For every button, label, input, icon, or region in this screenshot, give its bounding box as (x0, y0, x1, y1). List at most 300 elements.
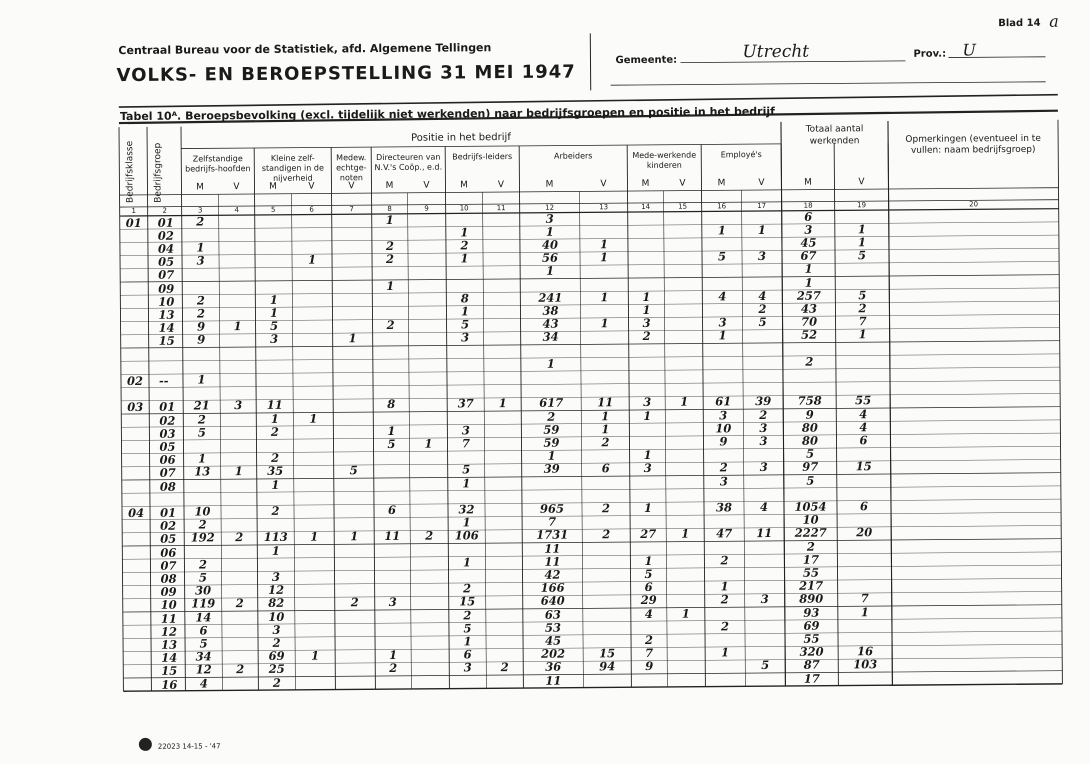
column-number: 6 (309, 205, 314, 214)
sub-column-label: V (858, 177, 865, 188)
row-groep: 03 (159, 426, 176, 441)
table-cell: 12 (195, 662, 212, 677)
table-cell: 1 (269, 305, 279, 320)
row-groep: 10 (158, 294, 175, 309)
grid-line (181, 144, 781, 149)
table-cell: 3 (388, 595, 397, 610)
table-cell: 3 (270, 332, 279, 347)
row-groep: 15 (158, 333, 175, 349)
table-cell: 1 (462, 555, 471, 570)
table-cell: 5 (758, 315, 767, 330)
column-number: 2 (162, 206, 167, 215)
row-groep: 02 (157, 228, 174, 243)
table-cell: 5 (463, 621, 472, 636)
table-cell: 3 (759, 433, 768, 448)
table-cell: 7 (858, 314, 867, 329)
table-cell: 1 (460, 304, 470, 319)
provincie-label: Prov.: (913, 48, 947, 60)
form-title: VOLKS- EN BEROEPSTELLING 31 MEI 1947 (116, 61, 576, 87)
table-cell: 3 (643, 461, 652, 476)
table-cell: 965 (539, 501, 565, 516)
table-cell: 2 (858, 301, 867, 316)
row-groep: 01 (157, 215, 174, 230)
table-title: Tabel 10ᴬ. Beroepsbevolking (excl. tijdelijk niet werkenden) naar bedrijfsgroepen en positie in het bedrijf (119, 104, 775, 124)
table-cell: 5 (806, 473, 815, 488)
table-cell: 640 (540, 593, 565, 609)
bedrijfsklasse-header: Bedrijfsklasse (125, 140, 136, 204)
gemeente-label: Gemeente: (615, 54, 678, 67)
table-cell: 1 (350, 529, 359, 544)
table-cell: 52 (801, 327, 818, 343)
table-cell: 192 (190, 530, 215, 545)
sub-column-label: M (717, 178, 726, 189)
table-cell: 1 (197, 372, 206, 387)
table-cell: 1 (307, 252, 317, 267)
table-cell: 2 (198, 517, 207, 532)
table-cell: 6 (199, 623, 208, 638)
table-cell: 55 (802, 565, 820, 580)
table-cell: 4 (859, 406, 868, 421)
table-cell: 2 (196, 293, 205, 308)
sub-column-label: M (641, 178, 650, 189)
column-group-header: Kleine zelf-standigen in de nijverheid (261, 153, 324, 183)
column-number: 10 (459, 204, 469, 213)
positie-group-heading: Positie in het bedrijf (411, 131, 511, 144)
table-cell: 2 (389, 661, 398, 676)
table-cell: 34 (542, 329, 559, 345)
table-cell: 34 (195, 649, 212, 664)
table-cell: 1 (348, 331, 357, 346)
table-cell: 2 (642, 329, 651, 344)
table-cell: 9 (719, 434, 728, 449)
table-cell: 69 (803, 618, 820, 633)
row-line (120, 275, 1059, 282)
table-cell: 106 (454, 528, 479, 543)
table-cell: 7 (645, 645, 654, 661)
row-groep: 07 (158, 267, 175, 283)
table-cell: 6 (859, 433, 868, 448)
row-groep: 08 (159, 479, 176, 494)
table-cell: 1 (643, 408, 652, 423)
sub-column-label: M (385, 180, 394, 191)
sub-column-label: V (497, 180, 505, 191)
table-cell: 7 (860, 591, 869, 606)
table-cell: 4 (199, 675, 208, 690)
table-cell: 5 (717, 249, 727, 264)
column-number: 1 (131, 206, 136, 215)
table-cell: 119 (191, 596, 216, 611)
table-cell: 36 (545, 659, 562, 675)
table-cell: 3 (272, 622, 281, 637)
table-cell: 3 (718, 315, 727, 330)
table-cell: 11 (545, 673, 562, 688)
table-cell: 5 (198, 570, 208, 585)
table-cell: 113 (263, 530, 288, 545)
row-groep: 04 (157, 241, 175, 256)
table-cell: 6 (644, 579, 653, 595)
table-cell: 5 (199, 636, 208, 651)
table-cell: 1 (424, 436, 433, 451)
row-groep: 13 (158, 307, 175, 322)
row-groep: 07 (159, 465, 176, 481)
table-cell: 2 (270, 424, 279, 439)
table-cell: 15 (599, 646, 616, 661)
table-cell: 1 (546, 263, 555, 279)
table-cell: 80 (801, 420, 818, 435)
table-cell: 217 (799, 578, 824, 593)
table-cell: 55 (803, 631, 820, 646)
table-cell: 11 (597, 395, 614, 410)
sub-column-label: V (233, 182, 240, 193)
row-groep: 13 (161, 637, 178, 652)
column-number: 17 (757, 201, 767, 211)
table-cell: 80 (801, 433, 819, 448)
table-cell: 1 (599, 237, 608, 252)
column-group-header: Arbeiders (553, 151, 593, 161)
table-cell: 17 (802, 552, 819, 567)
table-cell: 5 (197, 425, 206, 440)
row-groep: 15 (161, 663, 178, 679)
table-cell: 45 (800, 235, 817, 250)
table-cell: 59 (543, 422, 560, 437)
table-cell: 2 (463, 581, 472, 596)
column-number: 12 (545, 203, 555, 212)
table-cell: 2 (271, 503, 280, 518)
row-groep: 02 (160, 518, 177, 533)
column-number: 4 (234, 206, 239, 215)
table-cell: 1 (310, 529, 319, 544)
table-cell: 2 (272, 675, 281, 690)
table-cell: 9 (197, 319, 206, 334)
table-cell: 1 (198, 451, 207, 466)
table-cell: 5 (857, 248, 867, 263)
table-cell: 12 (268, 582, 285, 598)
column-number: 9 (424, 204, 429, 213)
table-cell: 10 (715, 420, 732, 436)
table-cell: 3 (545, 211, 554, 226)
table-cell: 6 (804, 209, 813, 224)
table-cell: 2 (350, 595, 359, 610)
column-number: 19 (857, 201, 867, 210)
table-cell: 1 (642, 289, 651, 304)
table-cell: 1731 (536, 527, 569, 543)
table-cell: 5 (644, 566, 653, 581)
row-groep: 01 (159, 399, 176, 415)
table-cell: 4 (758, 288, 767, 303)
row-groep: 08 (160, 571, 177, 586)
table-cell: 3 (719, 473, 728, 488)
table-cell: 1 (681, 606, 690, 621)
row-groep: 06 (160, 545, 177, 560)
table-cell: 70 (800, 314, 818, 329)
sub-column-label: M (269, 181, 277, 192)
table-cell: 5 (761, 658, 770, 673)
table-cell: 2227 (794, 525, 827, 541)
table-cell: 103 (853, 657, 878, 672)
table-cell: 5 (349, 463, 358, 478)
table-cell: 2 (236, 662, 245, 677)
column-number: 15 (678, 202, 688, 211)
table-cell: 40 (541, 237, 558, 252)
table-cell: 10 (268, 609, 285, 624)
table-cell: 2 (197, 411, 206, 426)
table-cell: 63 (544, 607, 561, 622)
table-cell: 8 (387, 397, 396, 412)
column-number: 8 (387, 204, 392, 213)
table-cell: 1 (234, 464, 243, 479)
table-cell: 241 (538, 290, 563, 305)
table-cell: 1 (600, 289, 609, 304)
table-cell: 67 (800, 248, 817, 263)
table-cell: 1 (311, 648, 320, 663)
table-cell: 1 (460, 251, 469, 266)
table-cell: 21 (193, 398, 210, 413)
table-cell: 2 (806, 539, 815, 554)
table-cell: 25 (268, 662, 285, 677)
table-cell: 10 (194, 504, 211, 519)
table-cell: 1 (860, 604, 869, 619)
column-number: 7 (349, 205, 354, 214)
table-cell: 32 (458, 502, 475, 517)
column-group-header: Medew. echtge-noten (336, 153, 367, 183)
table-cell: 14 (195, 609, 212, 624)
column-number: 20 (969, 200, 979, 209)
row-groep: 07 (160, 558, 177, 573)
table-cell: 15 (459, 594, 476, 609)
row-line (121, 380, 1060, 387)
table-cell: 3 (461, 330, 470, 345)
table-cell: 6 (601, 461, 610, 476)
row-groep: 12 (160, 624, 178, 639)
table-cell: 38 (542, 303, 559, 318)
table-cell: 29 (640, 593, 657, 608)
table-cell: 1 (460, 225, 469, 240)
table-cell: 2 (385, 252, 395, 267)
table-cell: 202 (541, 646, 566, 661)
table-cell: 4 (859, 419, 868, 434)
table-cell: 1 (546, 356, 555, 371)
row-groep: 16 (161, 677, 178, 692)
table-cell: 11 (266, 398, 283, 413)
table-cell: 13 (194, 464, 211, 479)
table-cell: 1 (196, 240, 205, 255)
table-cell: 2 (719, 460, 728, 475)
table-cell: 94 (599, 659, 616, 674)
table-cell: 1 (599, 250, 609, 265)
table-cell: 3 (461, 423, 470, 438)
table-cell: 3 (759, 460, 768, 475)
row-klasse: 01 (125, 215, 142, 230)
row-groep: 09 (160, 584, 177, 599)
row-groep: 06 (159, 452, 176, 467)
table-cell: 1 (644, 553, 653, 568)
table-cell: 1 (269, 292, 278, 307)
sub-column-label: V (758, 178, 765, 189)
table-cell: 1 (270, 411, 279, 426)
table-cell: 3 (463, 660, 472, 675)
table-cell: 2 (196, 213, 205, 228)
table-cell: 35 (267, 464, 284, 479)
table-cell: 37 (457, 396, 474, 411)
sub-column-label: M (460, 180, 468, 191)
table-cell: 11 (544, 541, 561, 556)
table-cell: 1 (545, 224, 554, 239)
row-klasse: 03 (127, 400, 144, 415)
column-number: 18 (803, 201, 813, 210)
table-cell: 11 (756, 526, 773, 541)
table-cell: 6 (387, 502, 397, 517)
table-cell: 2 (198, 557, 207, 572)
table-cell: 5 (269, 318, 279, 333)
table-cell: 2 (758, 301, 767, 316)
table-cell: 6 (463, 647, 472, 662)
table-cell: 82 (268, 596, 285, 611)
table-cell: 1 (718, 328, 727, 343)
table-cell: 9 (197, 332, 206, 347)
table-cell: 1 (857, 235, 866, 250)
table-cell: 1 (271, 477, 280, 492)
table-cell: 2 (463, 607, 472, 622)
sub-column-label: V (600, 179, 607, 190)
table-cell: 1 (680, 394, 689, 409)
table-cell: 890 (799, 591, 824, 607)
table-cell: 1 (462, 515, 471, 530)
table-cell: 43 (800, 301, 818, 316)
column-number: 14 (641, 202, 651, 211)
column-group-header: Directeuren van N.V.'s Coöp., e.d. (374, 152, 443, 173)
table-cell: 1 (601, 408, 610, 423)
table-cell: 2 (720, 552, 729, 568)
table-cell: 1 (804, 275, 813, 290)
row-line (121, 367, 1060, 374)
table-cell: 4 (718, 288, 727, 304)
row-groep: 14 (161, 650, 178, 665)
table-cell: 15 (855, 459, 872, 474)
table-cell: 9 (805, 407, 814, 422)
table-cell: 3 (271, 569, 281, 584)
table-cell: 1 (757, 222, 766, 237)
column-group-header: Bedrijfs-leiders (452, 151, 513, 162)
row-groep: 05 (158, 254, 175, 269)
table-cell: 55 (855, 393, 872, 408)
table-cell: 3 (719, 407, 728, 422)
table-cell: 1 (233, 319, 242, 334)
table-cell: 1054 (794, 499, 827, 514)
table-cell: 2 (235, 596, 244, 611)
table-cell: 7 (548, 514, 557, 529)
table-cell: 10 (802, 512, 819, 527)
table-cell: 2 (425, 528, 434, 543)
row-klasse: 02 (126, 373, 144, 388)
table-cell: 87 (803, 657, 820, 673)
table-cell: 45 (544, 633, 562, 648)
row-line (120, 222, 1059, 229)
table-cell: 1 (271, 543, 280, 558)
table-cell: 2 (805, 354, 814, 369)
column-group-header: Totaal aantal werkenden (805, 124, 864, 147)
table-cell: 47 (716, 526, 733, 541)
print-code: 22023 14-15 - '47 (157, 742, 221, 751)
table-cell: 2 (720, 592, 729, 607)
table-cell: 1 (858, 327, 867, 342)
table-cell: 5 (806, 446, 815, 461)
table-cell: 2 (271, 450, 280, 465)
table-cell: 93 (803, 605, 820, 620)
row-groep: 05 (159, 439, 176, 454)
organization-name: Centraal Bureau voor de Statistiek, afd. Algemene Tellingen (118, 41, 492, 58)
table-cell: 5 (387, 436, 396, 451)
table-cell: 2 (500, 660, 509, 675)
table-cell: 53 (544, 620, 561, 635)
column-number: 5 (270, 205, 276, 214)
table-cell: 2 (644, 632, 654, 647)
row-groep: 09 (158, 281, 175, 296)
row-groep: 02 (159, 413, 176, 428)
table-cell: 166 (540, 580, 565, 595)
table-cell: 8 (460, 291, 469, 306)
table-cell: 1 (717, 222, 726, 238)
table-cell: 42 (544, 567, 561, 582)
table-cell: 20 (856, 525, 873, 540)
row-groep: 01 (159, 505, 177, 520)
table-cell: 1 (681, 526, 690, 541)
table-cell: 2 (759, 407, 768, 422)
table-cell: 5 (460, 317, 470, 332)
table-cell: 5 (462, 462, 471, 477)
table-cell: 1 (498, 396, 507, 411)
provincie-value: U (962, 40, 976, 60)
table-cell: 1 (720, 579, 729, 594)
column-group-header: Zelfstandige bedrijfs-hoofden (185, 154, 251, 174)
table-cell: 2 (602, 527, 611, 542)
table-cell: 1 (389, 647, 398, 663)
table-cell: 69 (268, 648, 285, 664)
table-cell: 2 (235, 530, 244, 545)
sheet-number-suffix: a (1049, 11, 1059, 31)
table-cell: 59 (543, 435, 560, 450)
table-cell: 61 (715, 394, 732, 409)
table-cell: 17 (803, 671, 820, 686)
table-cell: 3 (760, 592, 769, 607)
row-groep: 11 (160, 611, 177, 626)
table-cell: 1 (857, 221, 866, 236)
sub-column-label: V (679, 178, 686, 189)
table-cell: 320 (799, 644, 824, 659)
table-cell: 1 (600, 316, 609, 331)
table-cell: 617 (539, 395, 564, 411)
table-cell: 2 (720, 618, 729, 634)
table-cell: 2 (196, 306, 206, 321)
column-number: 11 (496, 204, 506, 213)
table-cell: 257 (796, 288, 821, 303)
column-group-header: Mede-werkende kinderen (632, 150, 697, 170)
sub-column-label: V (423, 180, 430, 191)
table-cell: 3 (196, 253, 205, 268)
table-cell: 2 (385, 238, 394, 253)
sub-column-label: M (196, 182, 204, 193)
table-cell: 11 (384, 529, 401, 544)
table-cell: 7 (461, 436, 471, 451)
table-cell: 1 (385, 212, 394, 227)
table-cell: 30 (195, 583, 212, 598)
table-cell: 1 (547, 448, 556, 463)
gemeente-value: Utrecht (742, 41, 810, 63)
table-cell: 3 (759, 420, 768, 435)
table-cell: 9 (645, 659, 654, 674)
table-cell: 1 (643, 447, 652, 463)
table-cell: 2 (601, 435, 610, 450)
row-line (121, 354, 1060, 361)
